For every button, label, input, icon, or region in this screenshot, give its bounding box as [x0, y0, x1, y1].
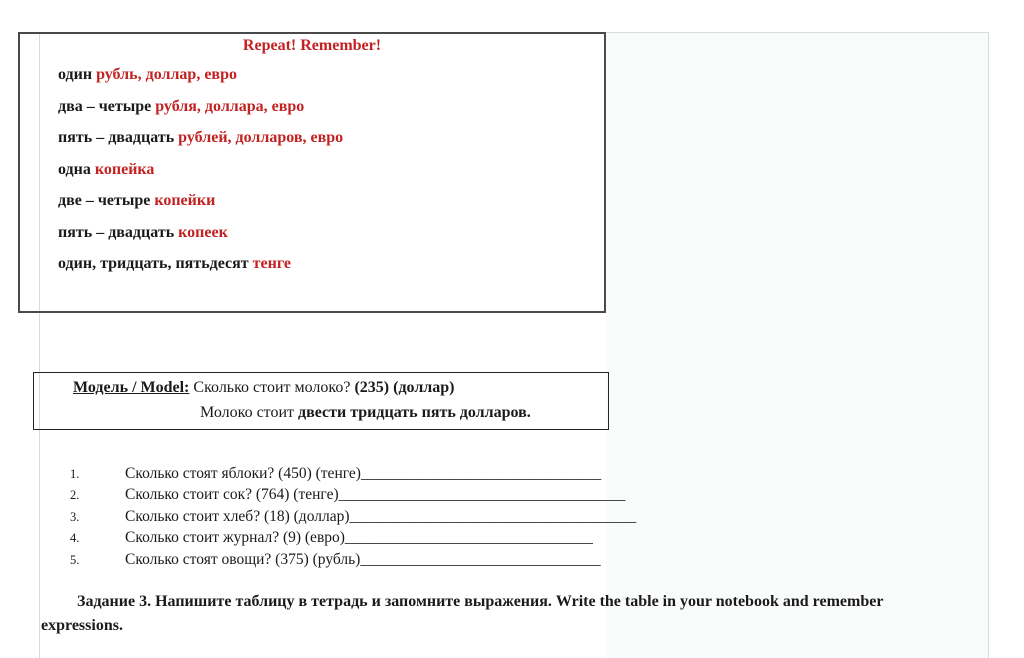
vocab-red-segment: рублей, долларов, евро: [178, 129, 344, 146]
exercise-text: Сколько стоят овощи? (375) (рубль): [125, 550, 361, 568]
exercise-answer-blank: ________________________________: [344, 529, 593, 547]
exercise-text: Сколько стоят яблоки? (450) (тенге): [125, 465, 361, 482]
exercise-item: [70, 506, 636, 527]
vocab-line: [58, 122, 596, 154]
exercise-list: [70, 463, 636, 570]
exercise-answer-blank: _____________________________________: [349, 507, 637, 525]
exercise-item: [70, 463, 636, 484]
exercise-answer-blank: _______________________________: [360, 465, 602, 482]
vocab-line: [58, 185, 596, 217]
vocab-line: [58, 217, 596, 249]
repeat-remember-box: [18, 32, 606, 313]
model-question-bold: (235) (доллар): [354, 379, 455, 396]
model-answer-bold: двести тридцать пять долларов.: [298, 404, 531, 421]
exercise-text: Сколько стоит хлеб? (18) (доллар): [125, 507, 350, 525]
vocab-red-segment: копейки: [154, 192, 216, 209]
vocab-black-segment: два – четыре: [58, 97, 156, 115]
vocab-red-segment: рубля, доллара, евро: [155, 97, 305, 115]
vocab-red-segment: рубль, доллар, евро: [96, 66, 237, 83]
model-example-box: [33, 372, 609, 430]
exercise-answer-blank: _______________________________: [360, 550, 601, 568]
vocab-black-segment: один: [58, 66, 97, 83]
vocab-red-segment: тенге: [252, 255, 292, 272]
model-answer-plain: Молоко стоит: [200, 404, 298, 421]
exercise-text: Сколько стоит журнал? (9) (евро): [125, 529, 345, 547]
exercise-number: 4.: [70, 531, 80, 546]
vocab-black-segment: пять – двадцать: [58, 223, 179, 241]
vocab-line: [58, 154, 596, 186]
model-label: Модель / Model:: [73, 379, 190, 396]
task-instruction: Задание 3. Напишите таблицу в тетрадь и запомните выражения. Write the table in your notebook and remember expressions.: [41, 593, 884, 634]
exercise-number: 3.: [70, 509, 80, 524]
vocab-line: [58, 59, 596, 91]
vocab-rows: [58, 59, 596, 280]
exercise-item: [70, 527, 636, 548]
model-question-line: [73, 379, 455, 397]
vocab-red-segment: копейка: [94, 160, 155, 178]
vocab-black-segment: один, тридцать, пятьдесят: [58, 255, 253, 272]
page-side-panel: [606, 32, 988, 658]
exercise-number: 5.: [70, 552, 80, 567]
vocab-line: [58, 91, 596, 123]
page-right-edge-rule: [988, 32, 989, 658]
model-question-plain: Сколько стоит молоко?: [189, 379, 355, 396]
vocab-black-segment: две – четыре: [58, 192, 155, 209]
exercise-number: 1.: [70, 467, 80, 481]
model-answer-line: [200, 404, 531, 422]
repeat-box-title: Repeat! Remember!: [242, 37, 382, 54]
exercise-text: Сколько стоит сок? (764) (тенге): [125, 486, 339, 504]
vocab-black-segment: одна: [58, 160, 95, 178]
vocab-black-segment: пять – двадцать: [58, 129, 179, 146]
exercise-item: [70, 484, 636, 505]
page-top-rule: [606, 32, 988, 33]
vocab-line: [58, 248, 596, 280]
exercise-answer-blank: _____________________________________: [338, 486, 626, 504]
exercise-number: 2.: [70, 488, 80, 503]
vocab-red-segment: копеек: [178, 223, 228, 241]
exercise-item: [70, 549, 636, 570]
